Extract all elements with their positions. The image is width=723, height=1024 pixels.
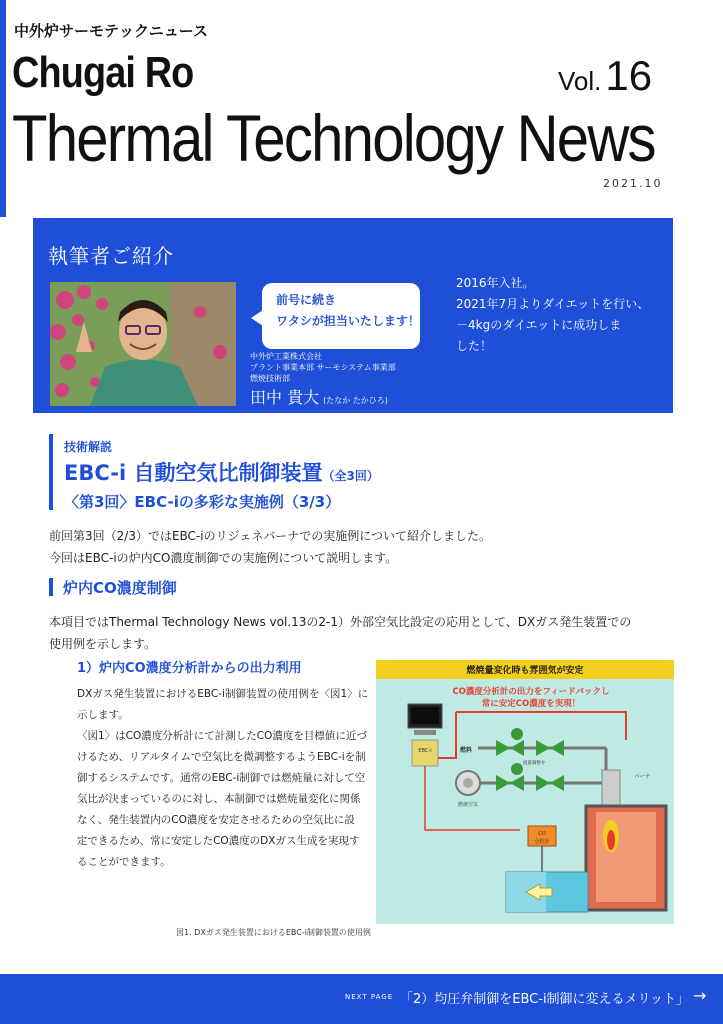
air-label: 燃焼空気: [457, 802, 479, 808]
body-line: 〈図1〉はCO濃度分析計にて計測したCO濃度を目標値に近づ: [77, 730, 367, 742]
bio-line2: 2021年7月よりダイエットを行い、: [456, 297, 650, 311]
burner-body: [602, 770, 620, 806]
body-line: 定できるため、常に安定したCO濃度のDXガス生成を実現す: [77, 835, 360, 847]
figure-caption: 図1. DXガス発生装置におけるEBC-i制御装置の使用例: [176, 928, 371, 937]
next-page-title[interactable]: 「2）均圧弁制御をEBC-i制御に変えるメリット」: [400, 992, 690, 1007]
article-subtitle: 〈第3回〉EBC-iの多彩な実施例（3/3）: [64, 493, 341, 511]
article-title-text: EBC-i 自動空気比制御装置: [64, 461, 323, 485]
company-line3: 燃焼技術部: [250, 374, 290, 383]
figure-callout-line1: CO濃度分析計の出力をフィードバックし: [452, 687, 610, 697]
burner-label: バーナ: [634, 774, 651, 780]
flame-core: [607, 830, 615, 850]
monitor-stand: [414, 730, 436, 735]
article-title: [64, 457, 379, 487]
company-line2: プラント事業本部 サーモシステム事業部: [250, 363, 396, 372]
system-diagram-figure: [376, 660, 674, 924]
bio-line1: 2016年入社。: [456, 276, 535, 290]
section-heading: 炉内CO濃度制御: [63, 579, 177, 597]
bio-line3: －4kgのダイエットに成功しま: [456, 318, 622, 332]
monitor-screen: [411, 707, 439, 724]
volume-label: Vol.: [558, 66, 602, 96]
author-bio: [456, 273, 656, 357]
figure-callout-line2: 常に安定CO濃度を実現！: [481, 699, 581, 709]
bubble-line1: 前号に続き: [276, 293, 337, 307]
speech-bubble: [262, 283, 420, 349]
company-line1: 中外炉工業株式会社: [250, 352, 322, 361]
footer-bar: [0, 974, 723, 1024]
author-photo: [50, 282, 236, 406]
figure-banner-text: 燃焼量変化時も雰囲気が安定: [466, 666, 584, 676]
section-line2: 使用例を示します。: [49, 637, 157, 651]
author-intro-heading: 執筆者ご紹介: [48, 244, 174, 268]
ebc-controller-label: EBC-i: [418, 748, 432, 754]
body-line: ることができます。: [77, 856, 171, 868]
co-analyzer-label2: 分析計: [534, 839, 550, 845]
article-series: （全3回）: [322, 469, 379, 483]
article-lead: [49, 525, 689, 569]
newsletter-title-line2: Thermal Technology News: [12, 101, 655, 175]
body-line: なく、発生装置内のCO濃度を安定させるための空気比に設: [77, 814, 355, 826]
volume-value: 16: [605, 52, 653, 99]
body-line: 気比が決まっているのに対し、本制御では燃焼量変化に関係: [77, 793, 361, 805]
section-line1: 本項目ではThermal Technology News vol.13の2-1）外部空気比設定の応用として、DXガス発生装置での: [49, 615, 632, 629]
body-line: 示します。: [77, 709, 129, 721]
next-page-label: NEXT PAGE: [345, 993, 394, 1001]
air-blower-hub: [463, 778, 473, 788]
section-accent-bar: [49, 578, 53, 596]
bio-line4: した！: [456, 339, 493, 353]
author-intro-panel: [33, 218, 673, 413]
lead-line1: 前回第3回（2/3）ではEBC-iのリジェネバーナでの実施例について紹介しました。: [49, 529, 491, 543]
section-body: [49, 611, 704, 655]
left-accent-rule: [0, 0, 6, 217]
author-name-reading: (たなか たかひろ): [323, 396, 388, 405]
subsection-heading: 1）炉内CO濃度分析計からの出力利用: [77, 661, 302, 676]
lead-line2: 今回はEBC-iの炉内CO濃度制御での実施例について説明します。: [49, 551, 398, 565]
author-name: [250, 385, 388, 408]
fuel-label: 燃料: [460, 747, 473, 754]
body-line: 御するシステムです。通常のEBC-i制御では燃焼量に対して空: [77, 772, 366, 784]
author-affiliation: [250, 351, 396, 384]
article-category: 技術解説: [64, 440, 113, 454]
issue-date: 2021.10: [603, 177, 663, 190]
author-name-text: 田中 貴大: [250, 388, 320, 407]
co-analyzer-label: CO: [538, 831, 546, 837]
newsletter-subtitle: 中外炉サーモテックニュース: [14, 22, 208, 40]
valve-caption: 流量調整弁: [522, 761, 546, 766]
bubble-line2: ワタシが担当いたします！: [276, 314, 420, 328]
volume-number: [558, 52, 652, 100]
body-line: DXガス発生装置におけるEBC-i制御装置の使用例を〈図1〉に: [77, 688, 369, 700]
newsletter-title-line1: Chugai Ro: [12, 48, 194, 97]
arrow-right-icon[interactable]: →: [693, 986, 707, 1005]
subsection-body: [77, 684, 375, 873]
body-line: けるため、リアルタイムで空気比を微調整するようEBC-iを制: [77, 751, 366, 763]
article-accent-bar: [49, 434, 53, 510]
